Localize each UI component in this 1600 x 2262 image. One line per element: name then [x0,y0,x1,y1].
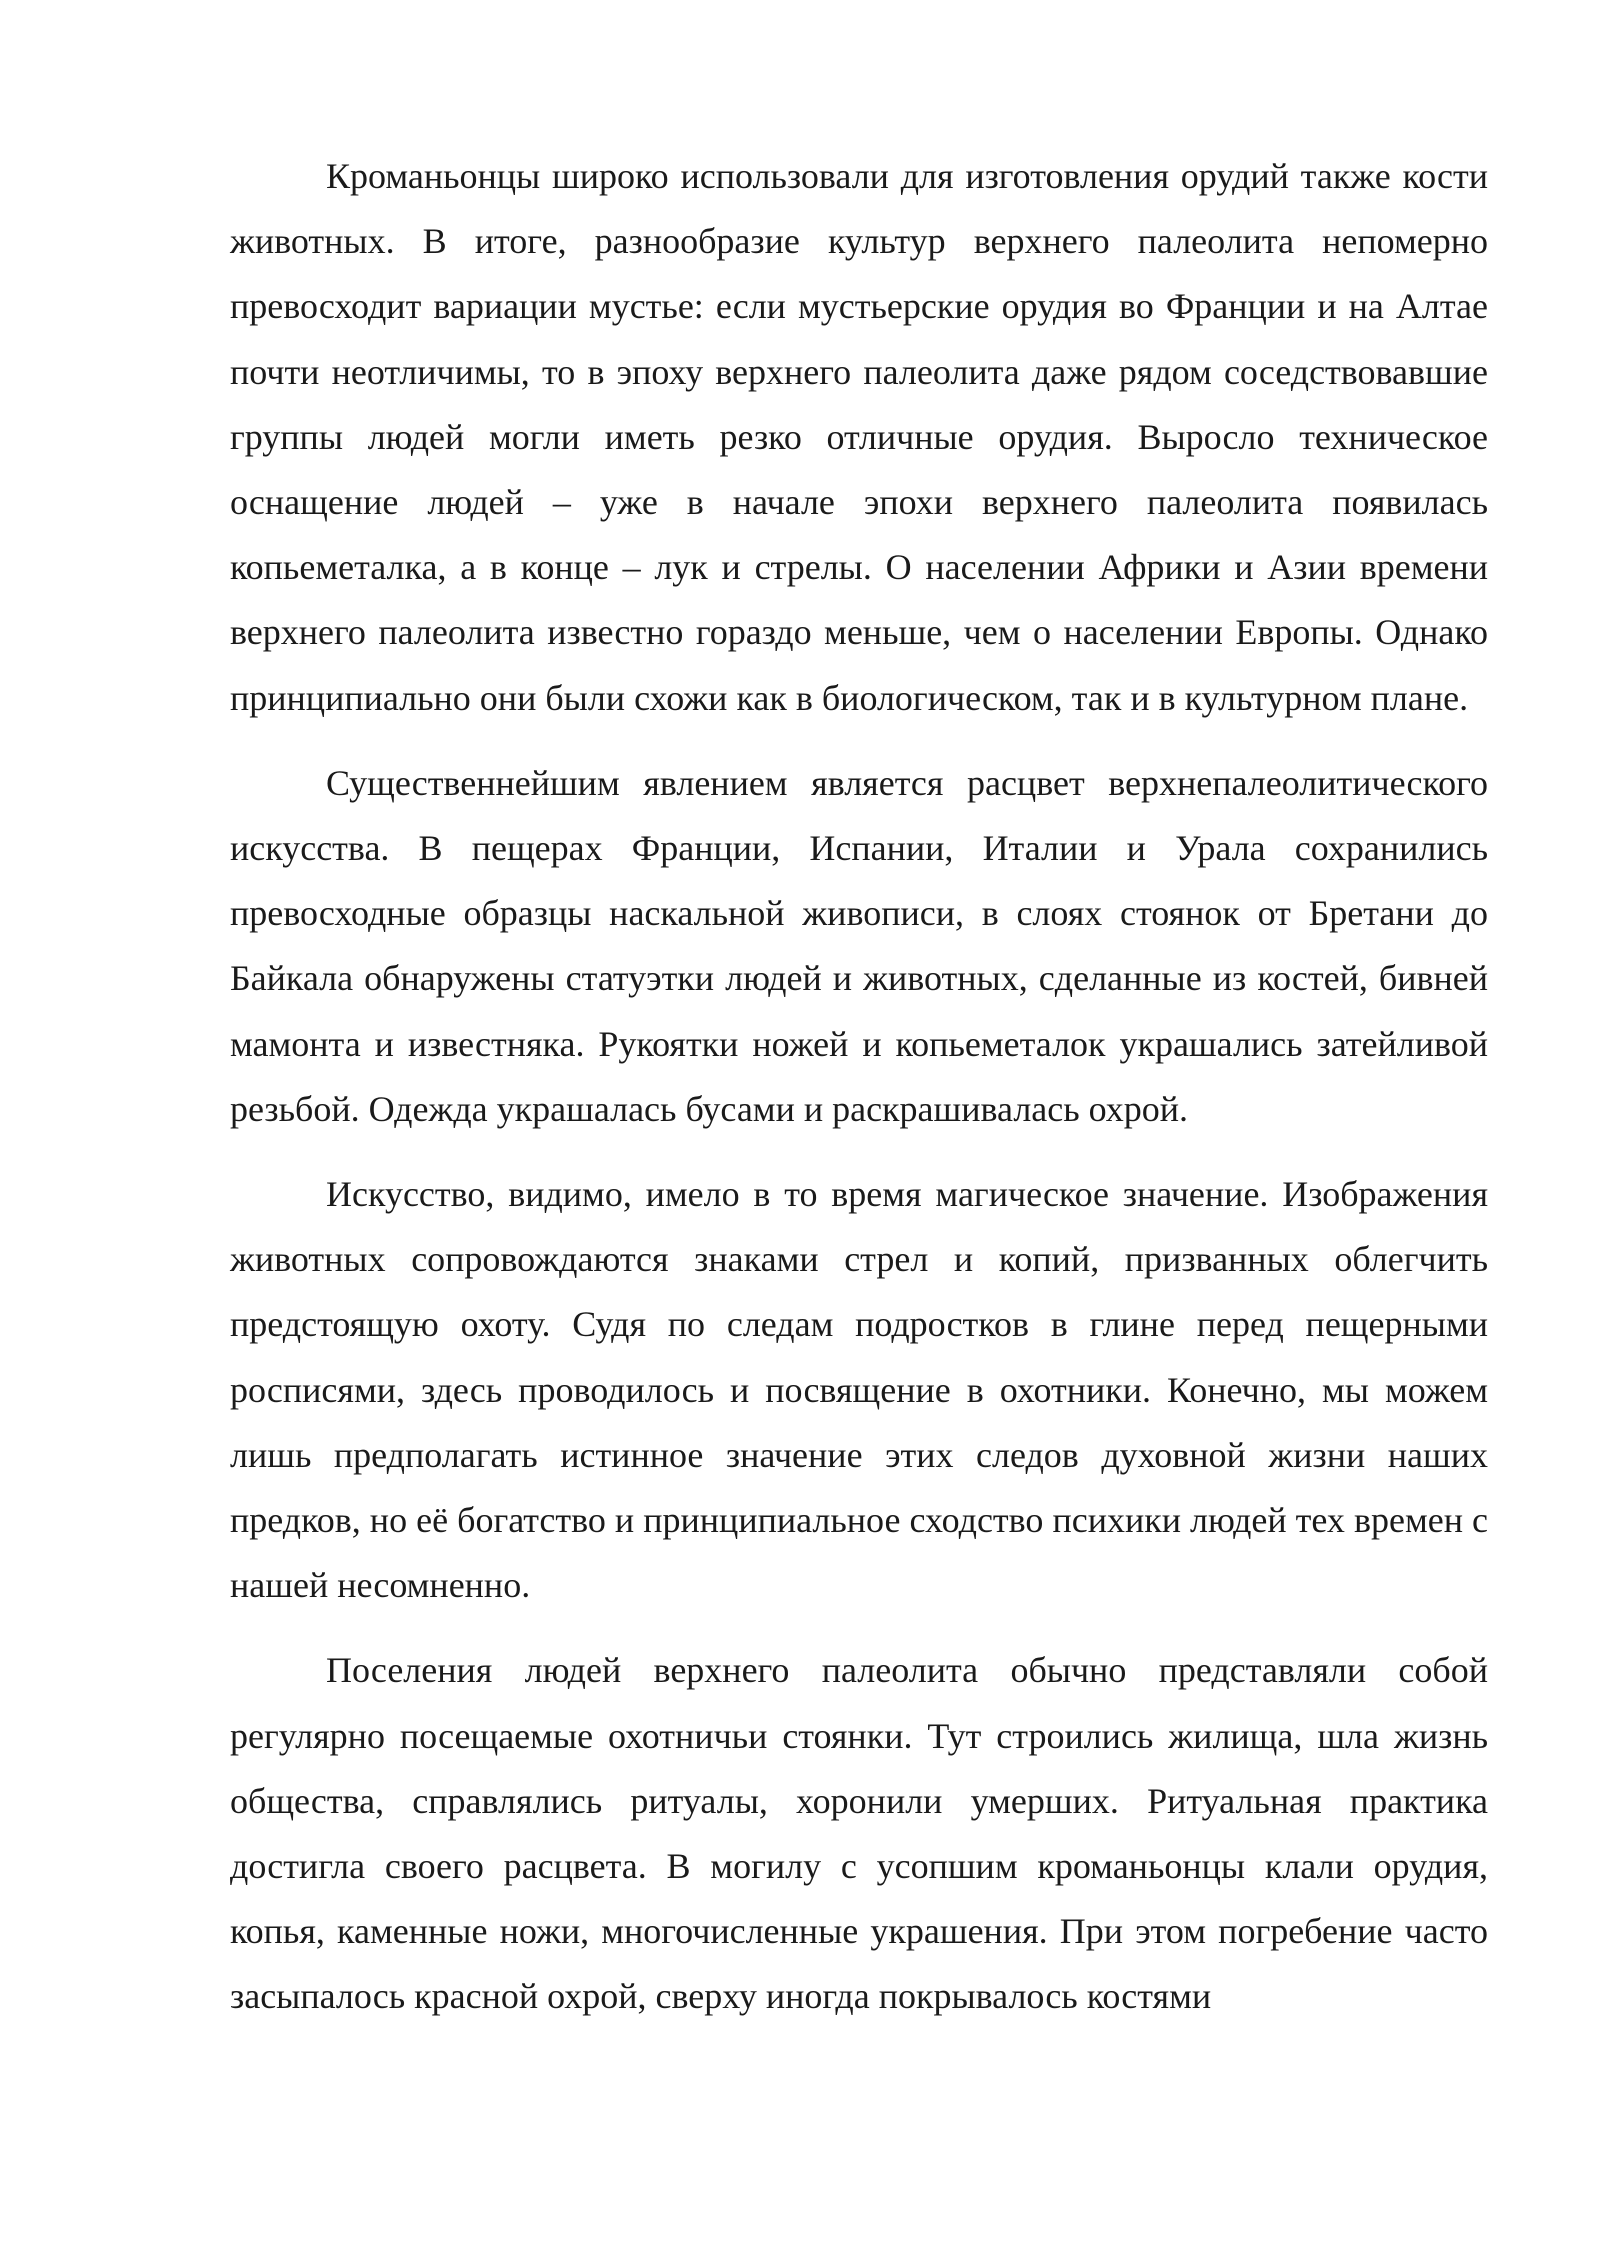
paragraph-3: Искусство, видимо, имело в то время магическое значение. Изображения животных сопровождаются знаками стрел и копий, призванных облегчить предстоящую охоту. Судя по следам подростков в глине перед пещерными росписями, здесь проводилось и посвящение в охотники. Конечно, мы можем лишь предполагать истинное значение этих следов духовной жизни наших предков, но её богатство и принципиальное сходство психики людей тех времен с нашей несомненно. [230,1174,1488,1606]
document-body [230,144,1488,2050]
paragraph-1: Кроманьонцы широко использовали для изготовления орудий также кости животных. В итоге, разнообразие культур верхнего палеолита непомерно превосходит вариации мустье: если мустьерские орудия во Франции и на Алтае почти неотличимы, то в эпоху верхнего палеолита даже рядом соседствовавшие группы людей могли иметь резко отличные орудия. Выросло техническое оснащение людей – уже в начале эпохи верхнего палеолита появилась копьеметалка, а в конце – лук и стрелы. О населении Африки и Азии времени верхнего палеолита известно гораздо меньше, чем о населении Европы. Однако принципиально они были схожи как в биологическом, так и в культурном плане. [230,156,1488,718]
paragraph-4: Поселения людей верхнего палеолита обычно представляли собой регулярно посещаемые охотничьи стоянки. Тут строились жилища, шла жизнь общества, справлялись ритуалы, хоронили умерших. Ритуальная практика достигла своего расцвета. В могилу с усопшим кроманьонцы клали орудия, копья, каменные ножи, многочисленные украшения. При этом погребение часто засыпалось красной охрой, сверху иногда покрывалось костями [230,1650,1488,2017]
paragraph-2: Существеннейшим явлением является расцвет верхнепалеолитического искусства. В пещерах Франции, Испании, Италии и Урала сохранились превосходные образцы наскальной живописи, в слоях стоянок от Бретани до Байкала обнаружены статуэтки людей и животных, сделанные из костей, бивней мамонта и известняка. Рукоятки ножей и копьеметалок украшались затейливой резьбой. Одежда украшалась бусами и раскрашивалась охрой. [230,762,1488,1129]
